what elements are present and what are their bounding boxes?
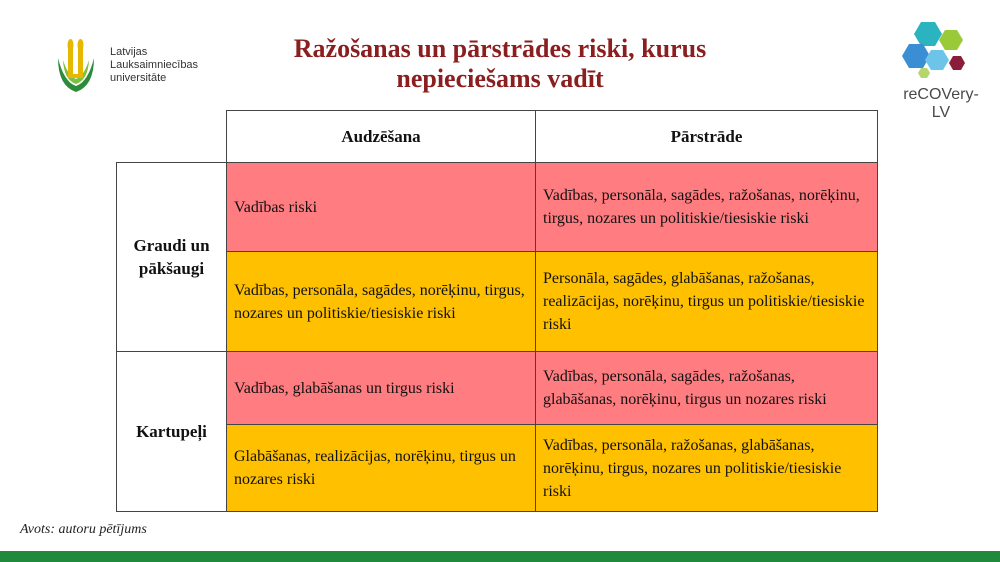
cell-graudi-audzesana-1: Vadības riski [227,163,536,252]
cell-kartupeli-audzesana-1: Vadības, glabāšanas un tirgus riski [227,352,536,425]
column-header-parstrade: Pārstrāde [536,111,878,163]
table-row [117,425,878,512]
title-line-2: nepieciešams vadīt [396,64,604,93]
table-header-row [117,111,878,163]
empty-corner-cell [117,111,227,163]
cell-kartupeli-parstrade-2: Vadības, personāla, ražošanas, glabāšanas, norēķinu, tirgus, nozares un politiskie/tiesiskie riski [536,425,878,512]
cell-graudi-parstrade-2: Personāla, sagādes, glabāšanas, ražošanas, realizācijas, norēķinu, tirgus un politiskie/tiesiskie riski [536,252,878,352]
title-line-1: Ražošanas un pārstrādes riski, kurus [293,34,707,63]
cell-graudi-audzesana-2: Vadības, personāla, sagādes, norēķinu, tirgus, nozares un politiskie/tiesiskie riski [227,252,536,352]
risk-table [116,110,878,512]
university-name: Latvijas Lauksaimniecības universitāte [110,46,199,84]
recovery-logo [895,20,985,121]
cell-kartupeli-parstrade-1: Vadības, personāla, sagādes, ražošanas, glabāšanas, norēķinu, tirgus un nozares riski [536,352,878,425]
row-group-kartupeli: Kartupeļi [117,352,227,512]
column-header-audzesana: Audzēšana [227,111,536,163]
table-row [117,163,878,252]
table-row [117,352,878,425]
bottom-bar [0,551,1000,562]
page-title [220,34,780,94]
source-note: Avots: autoru pētījums [20,522,147,537]
wheat-logo-icon [54,38,98,94]
table-row [117,252,878,352]
cell-graudi-parstrade-1: Vadības, personāla, sagādes, ražošanas, norēķinu, tirgus, nozares un politiskie/tiesiskie riski [536,163,878,252]
row-group-graudi: Graudi un pākšaugi [117,163,227,352]
brand-name: reCOVery-LV [903,86,979,121]
hexagon-logo-icon [895,20,985,86]
cell-kartupeli-audzesana-2: Glabāšanas, realizācijas, norēķinu, tirgus un nozares riski [227,425,536,512]
university-logo [54,38,224,94]
